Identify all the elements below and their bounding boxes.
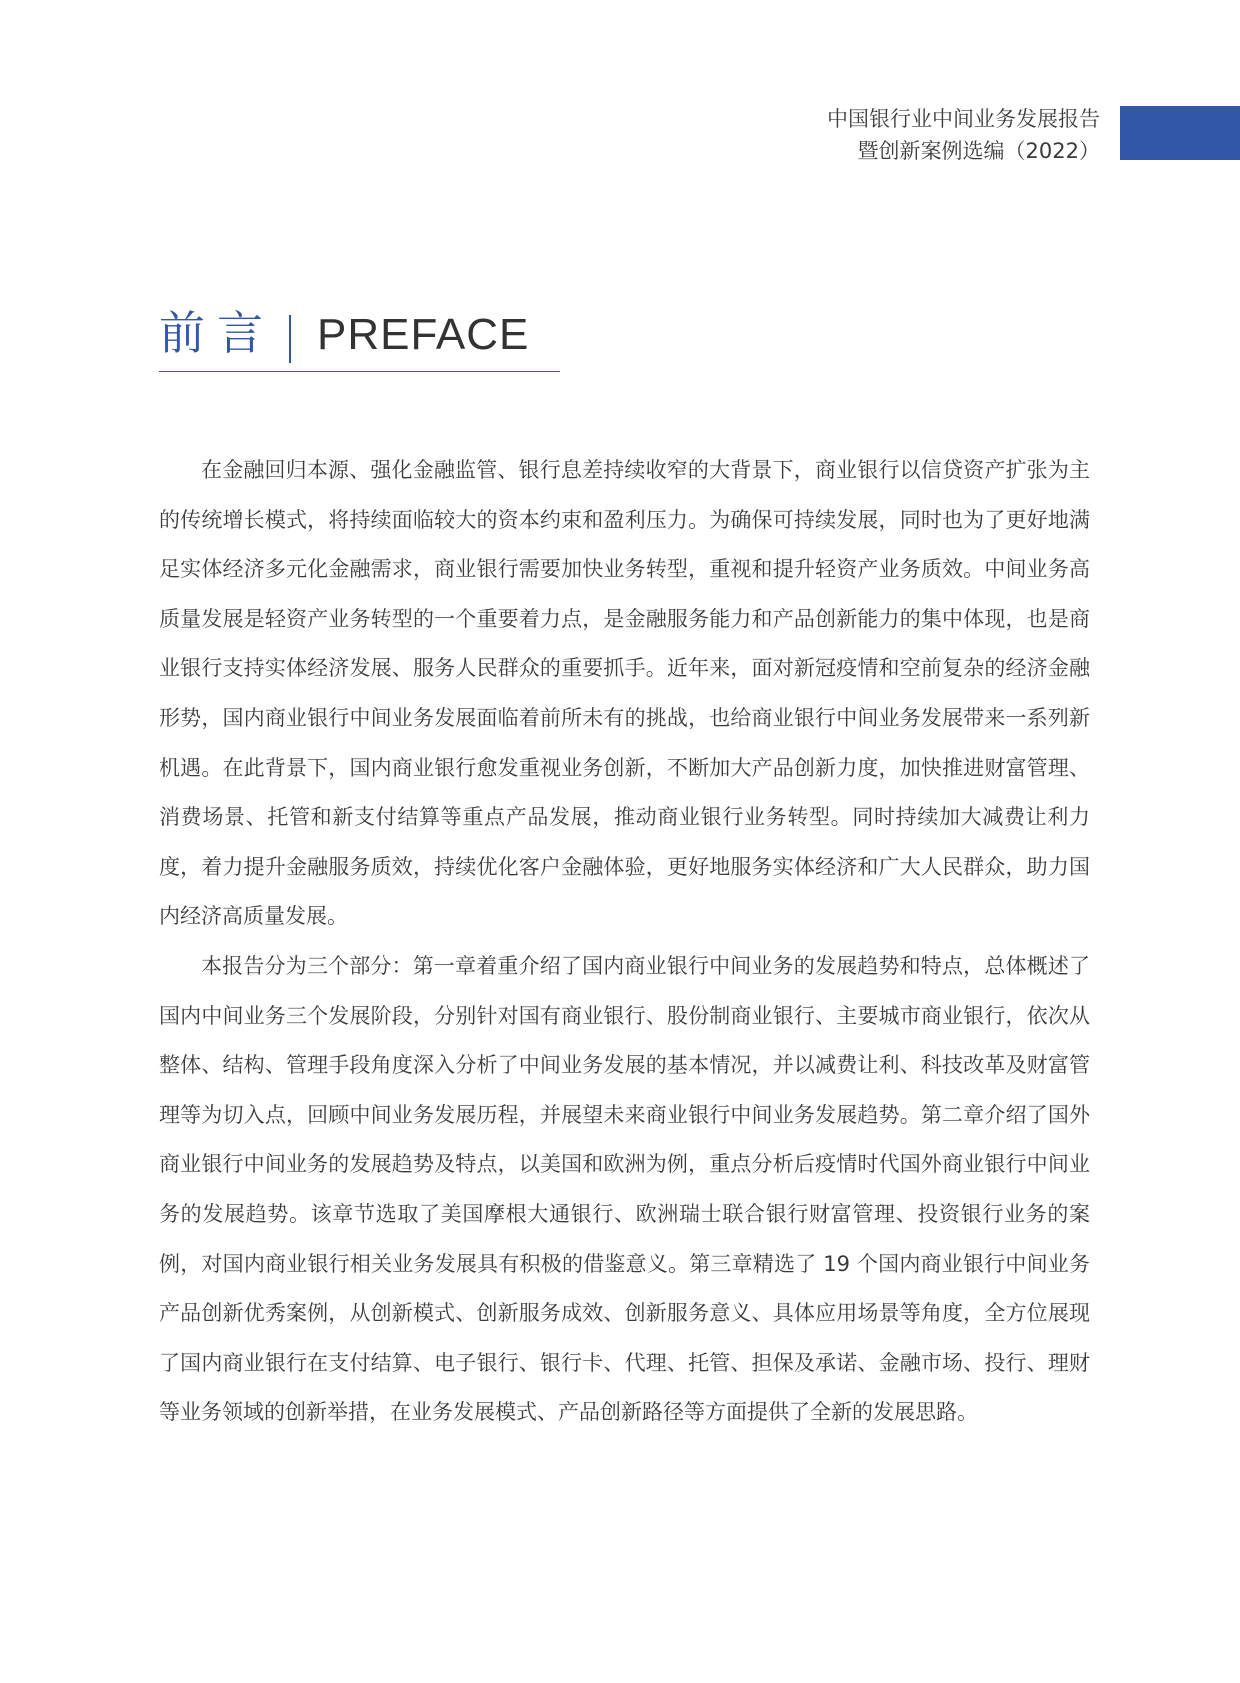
paragraph-1: 在金融回归本源、强化金融监管、银行息差持续收窄的大背景下，商业银行以信贷资产扩张为主的传统增长模式，将持续面临较大的资本约束和盈利压力。为确保可持续发展，同时也为了更好地满足实体经济多元化金融需求，商业银行需要加快业务转型，重视和提升轻资产业务质效。中间业务高质量发展是轻资产业务转型的一个重要着力点，是金融服务能力和产品创新能力的集中体现，也是商业银行支持实体经济发展、服务人民群众的重要抓手。近年来，面对新冠疫情和空前复杂的经济金融形势，国内商业银行中间业务发展面临着前所未有的挑战，也给商业银行中间业务发展带来一系列新机遇。在此背景下，国内商业银行愈发重视业务创新，不断加大产品创新力度，加快推进财富管理、消费场景、托管和新支付结算等重点产品发展，推动商业银行业务转型。同时持续加大减费让利力度，着力提升金融服务质效，持续优化客户金融体验，更好地服务实体经济和广大人民群众，助力国内经济高质量发展。: [159, 458, 1090, 929]
section-title-chinese: 前言: [159, 306, 275, 360]
section-title-block: [159, 305, 560, 372]
preface-body: [159, 446, 1090, 1438]
paragraph-2: 本报告分为三个部分：第一章着重介绍了国内商业银行中间业务的发展趋势和特点，总体概述了国内中间业务三个发展阶段，分别针对国有商业银行、股份制商业银行、主要城市商业银行，依次从整体、结构、管理手段角度深入分析了中间业务发展的基本情况，并以减费让利、科技改革及财富管理等为切入点，回顾中间业务发展历程，并展望未来商业银行中间业务发展趋势。第二章介绍了国外商业银行中间业务的发展趋势及特点，以美国和欧洲为例，重点分析后疫情时代国外商业银行中间业务的发展趋势。该章节选取了美国摩根大通银行、欧洲瑞士联合银行财富管理、投资银行业务的案例，对国内商业银行相关业务发展具有积极的借鉴意义。第三章精选了 19 个国内商业银行中间业务产品创新优秀案例，从创新模式、创新服务成效、创新服务意义、具体应用场景等角度，全方位展现了国内商业银行在支付结算、电子银行、银行卡、代理、托管、担保及承诺、金融市场、投行、理财等业务领域的创新举措，在业务发展模式、产品创新路径等方面提供了全新的发展思路。: [159, 953, 1090, 1425]
report-title-line2: 暨创新案例选编（2022）: [857, 139, 1100, 163]
report-title-line1: 中国银行业中间业务发展报告: [827, 107, 1100, 131]
corner-color-tab: [1120, 106, 1240, 160]
section-title-english: PREFACE: [317, 310, 530, 359]
running-header: [580, 103, 1100, 167]
title-separator: [289, 315, 291, 363]
